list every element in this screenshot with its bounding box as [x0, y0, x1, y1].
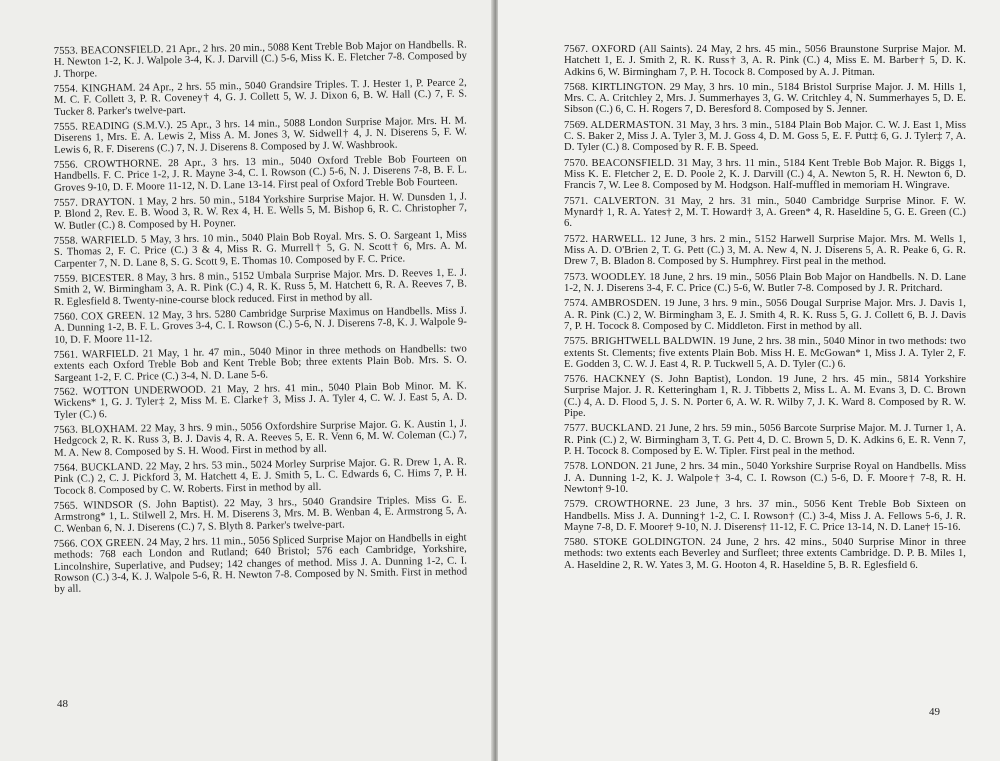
- peal-entry: 7558. WARFIELD. 5 May, 3 hrs. 10 min., 5040 Plain Bob Royal. Mrs. S. O. Sargeant 1, Miss S. Thomas 2, F. C. Price (C.) 3 & 4, Miss R. G. Murrell† 5, G. N. Scott† 6, Mrs. A. M. Carpenter 7, N. D. Lane 8, S. G. Scott 9, E. Thomas 10. Composed by F. C. Price.: [53, 229, 468, 270]
- peal-entry: 7566. COX GREEN. 24 May, 2 hrs. 11 min., 5056 Spliced Surprise Major on Handbells in eight methods: 768 each London and Rutland; 640 Bristol; 576 each Cambridge, Yorkshire, Lincolnshire, Superlative, and Pudsey; 142 changes of method. Miss J. A. Dunning 1-2, C. I. Rowson (C.) 3-4, K. J. Walpole 5-6, R. H. Newton 7-8. Composed by N. Smith. First in method by all.: [53, 532, 468, 596]
- peal-entry: 7567. OXFORD (All Saints). 24 May, 2 hrs. 45 min., 5056 Braunstone Surprise Major. M. Hatchett 1, E. J. Smith 2, R. K. Russ† 3, A. R. Pink (C.) 4, Miss E. M. Barber† 5, D. K. Adkins 6, W. Birmingham 7, P. H. Tocock 8. Composed by A. J. Pitman.: [564, 44, 966, 78]
- peal-entry: 7563. BLOXHAM. 22 May, 3 hrs. 9 min., 5056 Oxfordshire Surprise Major. G. K. Austin 1, J. Hedgcock 2, R. K. Russ 3, B. J. Davis 4, R. A. Reeves 5, E. R. Venn 6, M. W. Coleman (C.) 7, M. A. New 8. Composed by S. H. Wood. First in method by all.: [53, 418, 468, 459]
- peal-entry: 7554. KINGHAM. 24 Apr., 2 hrs. 55 min., 5040 Grandsire Triples. T. J. Hester 1, P. Pearce 2, M. C. F. Collett 3, P. R. Coveney† 4, G. J. Collett 5, W. J. Dixon 6, B. W. Hall (C.) 7, F. S. Tucker 8. Parker's twelve-part.: [53, 77, 468, 118]
- peal-entry: 7572. HARWELL. 12 June, 3 hrs. 2 min., 5152 Harwell Surprise Major. Mrs. M. Wells 1, Miss A. D. O'Brien 2, T. G. Pett (C.) 3, M. A. New 4, N. J. Diserens 5, A. R. Peake 6, G. R. Drew 7, B. Bladon 8. Composed by S. Humphrey. First peal in the method.: [564, 233, 966, 268]
- peal-entry: 7556. CROWTHORNE. 28 Apr., 3 hrs. 13 min., 5040 Oxford Treble Bob Fourteen on Handbells. F. C. Price 1-2, J. R. Mayne 3-4, C. I. Rowson (C.) 5-6, N. J. Diserens 7-8, B. F. L. Groves 9-10, D. F. Moore 11-12, N. D. Lane 13-14. First peal of Oxford Treble Bob Fourteen.: [53, 153, 468, 194]
- left-page: [0, 0, 495, 761]
- peal-entry: 7568. KIRTLINGTON. 29 May, 3 hrs. 10 min., 5184 Bristol Surprise Major. J. M. Hills 1, Mrs. C. A. Critchley 2, Mrs. J. Summerhayes 3, G. W. Critchley 4, N. Summerhayes 5, D. E. Sibson (C.) 6, C. H. Rogers 7, D. Beresford 8. Composed by S. Jenner.: [564, 81, 966, 116]
- peal-entry: 7569. ALDERMASTON. 31 May, 3 hrs. 3 min., 5184 Plain Bob Major. C. W. J. East 1, Miss C. S. Baker 2, Miss J. A. Tyler 3, M. J. Goss 4, D. M. Goss 5, E. F. Putt‡ 6, G. J. Tyler‡ 7, A. D. Tyler (C.) 8. Composed by R. F. B. Speed.: [564, 119, 966, 154]
- peal-entry: 7564. BUCKLAND. 22 May, 2 hrs. 53 min., 5024 Morley Surprise Major. G. R. Drew 1, A. R. Pink (C.) 2, C. J. Pickford 3, M. Hatchett 4, E. J. Smith 5, L. C. Edwards 6, C. Hims 7, P. H. Tocock 8. Composed by C. W. Roberts. First in method by all.: [53, 456, 468, 497]
- peal-entry: 7555. READING (S.M.V.). 25 Apr., 3 hrs. 14 min., 5088 London Surprise Major. Mrs. H. M. Diserens 1, Mrs. E. A. Lewis 2, Miss A. M. Jones 3, W. Sidwell† 4, J. N. Diserens 5, F. W. Lewis 6, R. F. Diserens (C.) 7, N. J. Diserens 8. Composed by J. W. Washbrook.: [53, 115, 468, 156]
- page-number: 48: [57, 698, 68, 710]
- peal-entry: 7573. WOODLEY. 18 June, 2 hrs. 19 min., 5056 Plain Bob Major on Handbells. N. D. Lane 1-2, N. J. Diserens 3-4, F. C. Price (C.) 5-6, W. Butler 7-8. Composed by J. R. Pritchard.: [564, 271, 966, 294]
- peal-entry: 7570. BEACONSFIELD. 31 May, 3 hrs. 11 min., 5184 Kent Treble Bob Major. R. Biggs 1, Miss K. E. Fletcher 2, E. D. Poole 2, K. J. Darvill (C.) 4, A. Newton 5, R. H. Newton 6, D. Francis 7, W. Lee 8. Composed by M. Hodgson. Half-muffled in memoriam H. Wingrave.: [564, 157, 966, 192]
- right-page: [498, 0, 1000, 761]
- peal-entry: 7560. COX GREEN. 12 May, 3 hrs. 5280 Cambridge Surprise Maximus on Handbells. Miss J. A. Dunning 1-2, B. F. L. Groves 3-4, C. I. Rowson (C.) 5-6, N. J. Diserens 7-8, K. J. Walpole 9-10, D. F. Moore 11-12.: [53, 305, 468, 346]
- peal-entry: 7578. LONDON. 21 June, 2 hrs. 34 min., 5040 Yorkshire Surprise Royal on Handbells. Miss J. A. Dunning 1-2, K. J. Walpole† 3-4, C. I. Rowson (C.) 5-6, D. F. Moore† 7-8, R. H. Newton† 9-10.: [564, 461, 966, 495]
- peal-entry: 7553. BEACONSFIELD. 21 Apr., 2 hrs. 20 min., 5088 Kent Treble Bob Major on Handbells. R. H. Newton 1-2, K. J. Walpole 3-4, K. J. Darvill (C.) 5-6, Miss K. E. Fletcher 7-8. Composed by J. Thorpe.: [53, 39, 468, 80]
- peal-entry: 7559. BICESTER. 8 May, 3 hrs. 8 min., 5152 Umbala Surprise Major. Mrs. D. Reeves 1, E. J. Smith 2, W. Birmingham 3, A. R. Pink (C.) 4, R. K. Russ 5, M. Hatchett 6, R. A. Reeves 7, B. R. Eglesfield 8. Twenty-nine-course block reduced. First in method by all.: [53, 267, 468, 308]
- peal-entry: 7562. WOTTON UNDERWOOD. 21 May, 2 hrs. 41 min., 5040 Plain Bob Minor. M. K. Wickens* 1, G. J. Tyler‡ 2, Miss M. E. Clarke† 3, Miss J. A. Tyler 4, C. W. J. East 5, A. D. Tyler (C.) 6.: [53, 380, 468, 421]
- peal-entry: 7575. BRIGHTWELL BALDWIN. 19 June, 2 hrs. 38 min., 5040 Minor in two methods: two extents St. Clements; five extents Plain Bob. Miss H. E. McGowan* 1, Miss J. A. Tyler 2, F. E. Godden 3, C. W. J. East 4, R. P. Tuckwell 5, A. D. Tyler (C.) 6.: [564, 336, 966, 370]
- peal-entry: 7579. CROWTHORNE. 23 June, 3 hrs. 37 min., 5056 Kent Treble Bob Sixteen on Handbells. Miss J. A. Dunning† 1-2, C. I. Rowson† (C.) 3-4, Miss J. A. Fellows 5-6, J. R. Mayne 7-8, D. F. Moore† 9-10, N. J. Diserens† 11-12, F. C. Price 13-14, N. D. Lane† 15-16.: [564, 499, 966, 533]
- peal-entry: 7561. WARFIELD. 21 May, 1 hr. 47 min., 5040 Minor in three methods on Handbells: two extents each Oxford Treble Bob and Kent Treble Bob; three extents Plain Bob. Mrs. S. O. Sargeant 1-2, F. C. Price (C.) 3-4, N. D. Lane 5-6.: [53, 343, 468, 383]
- peal-entry: 7577. BUCKLAND. 21 June, 2 hrs. 59 min., 5056 Barcote Surprise Major. M. J. Turner 1, A. R. Pink (C.) 2, W. Birmingham 3, T. G. Pett 4, D. C. Brown 5, D. K. Adkins 6, E. R. Venn 7, P. H. Tocock 8. Composed by E. W. Tipler. First peal in the method.: [564, 423, 966, 457]
- page-number: 49: [929, 706, 940, 718]
- peal-entry: 7576. HACKNEY (S. John Baptist), London. 19 June, 2 hrs. 45 min., 5814 Yorkshire Surprise Major. J. R. Ketteringham 1, R. J. Tibbetts 2, Miss L. A. M. Evans 3, D. C. Brown (C.) 4, A. D. Flood 5, J. S. N. Porter 6, A. W. R. Wilby 7, J. K. Ward 8. Composed by R. W. Pipe.: [564, 374, 966, 419]
- peal-entry: 7571. CALVERTON. 31 May, 2 hrs. 31 min., 5040 Cambridge Surprise Minor. F. W. Mynard† 1, R. A. Yates† 2, M. T. Howard† 3, A. Green* 4, R. Haseldine 5, G. E. Green (C.) 6.: [564, 195, 966, 230]
- peal-entry: 7557. DRAYTON. 1 May, 2 hrs. 50 min., 5184 Yorkshire Surprise Major. H. W. Dunsden 1, J. P. Blond 2, Rev. E. B. Wood 3, R. W. Rex 4, H. E. Wells 5, M. Bishop 6, R. C. Christopher 7, W. Butler (C.) 8. Composed by H. Poyner.: [53, 191, 468, 232]
- peal-entry: 7565. WINDSOR (S. John Baptist). 22 May, 3 hrs., 5040 Grandsire Triples. Miss G. E. Armstrong* 1, L. Stilwell 2, Mrs. H. M. Diserens 3, Mrs. M. B. Wenban 4, E. Armstrong 5, A. C. Wenban 6, N. J. Diserens (C.) 7, S. Blyth 8. Parker's twelve-part.: [53, 494, 468, 535]
- peal-entry: 7580. STOKE GOLDINGTON. 24 June, 2 hrs. 42 mins., 5040 Surprise Minor in three methods: two extents each Beverley and Surfleet; three extents Cambridge. D. P. B. Miles 1, A. Haseldine 2, R. W. Yates 3, M. G. Hooton 4, R. Haseldine 5, B. R. Eglesfield 6.: [564, 537, 966, 571]
- peal-entry: 7574. AMBROSDEN. 19 June, 3 hrs. 9 min., 5056 Dougal Surprise Major. Mrs. J. Davis 1, A. R. Pink (C.) 2, W. Birmingham 3, E. J. Smith 4, R. K. Russ 5, G. J. Collett 6, B. J. Davis 7, P. H. Tocock 8. Composed by C. Middleton. First in method by all.: [564, 298, 966, 332]
